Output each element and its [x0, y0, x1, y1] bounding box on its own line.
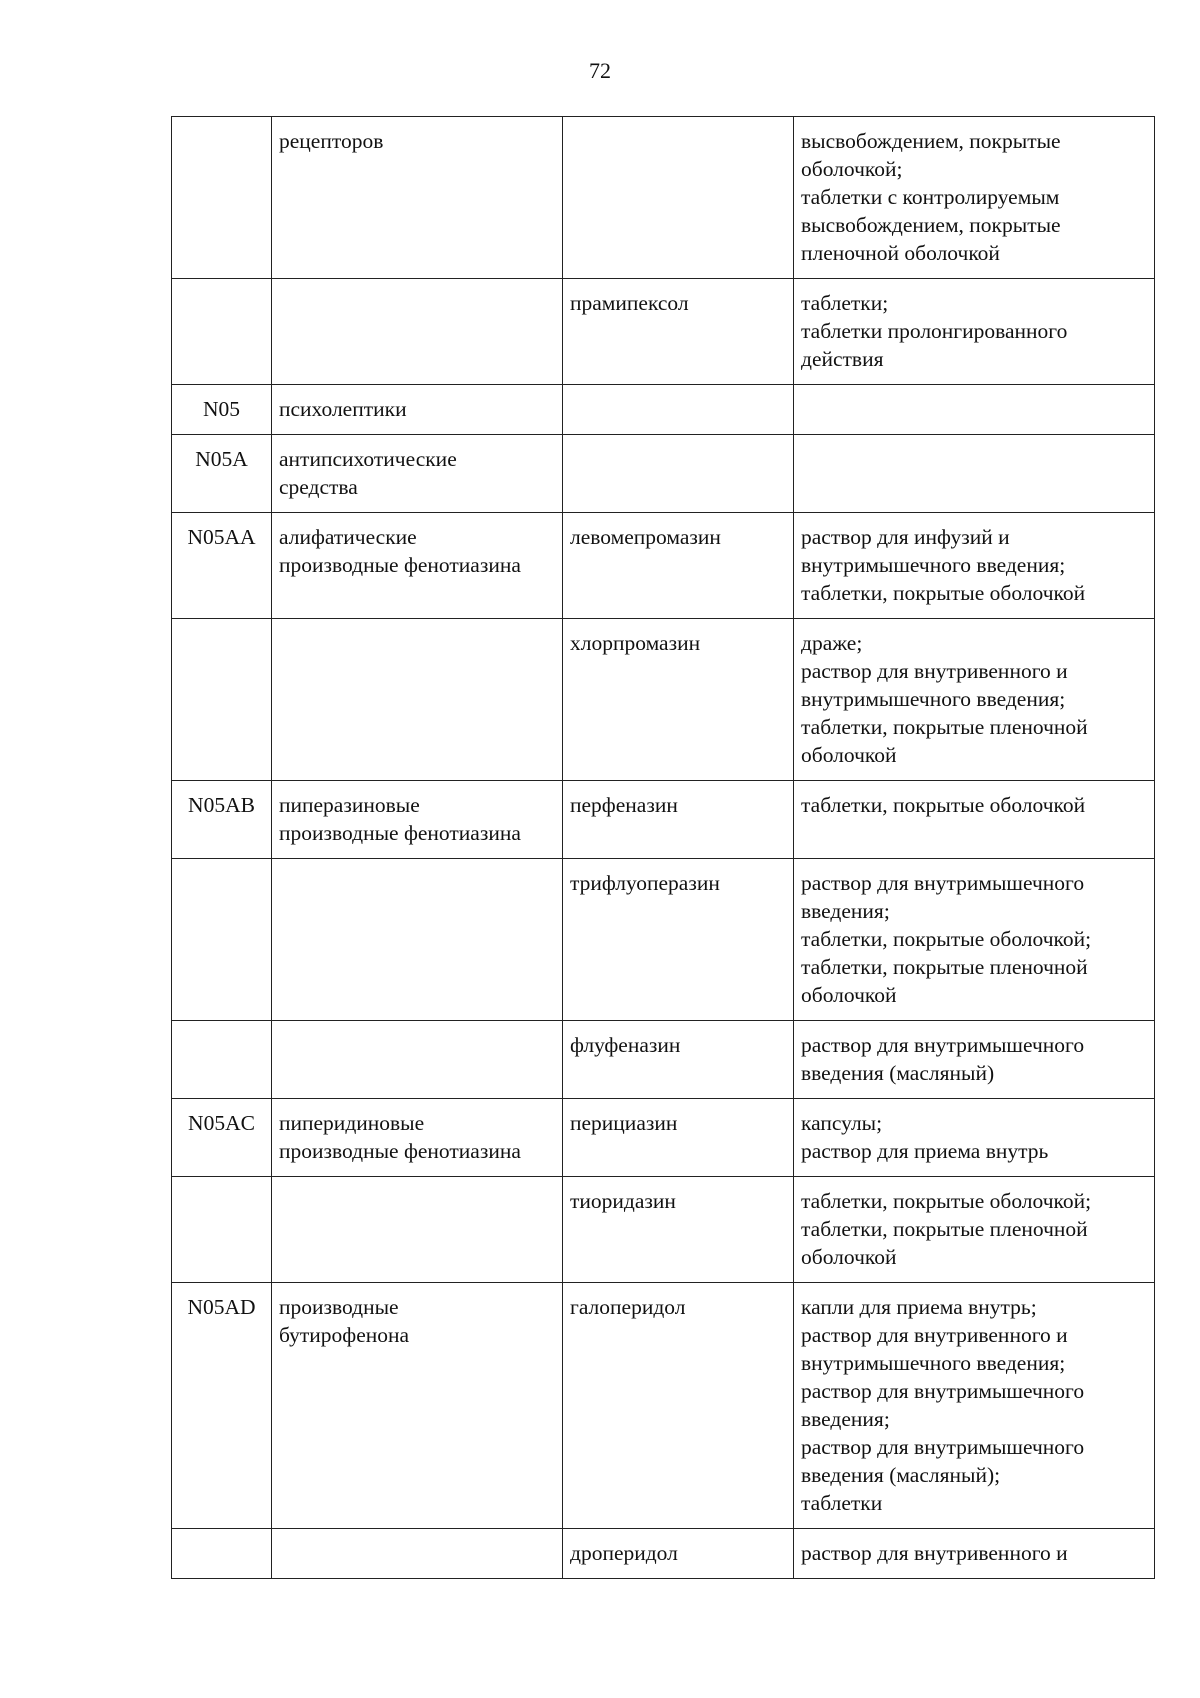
dosage-form-cell [794, 1529, 1155, 1579]
dosage-form-line: введения (масляный); [801, 1463, 1001, 1487]
atc-code-cell [172, 1177, 272, 1283]
pharmacological-group-cell [272, 279, 563, 385]
dosage-form-line: введения; [801, 1407, 890, 1431]
dosage-form-cell [794, 859, 1155, 1021]
atc-code-cell: N05AA [172, 513, 272, 619]
dosage-form-line: таблетки, покрытые оболочкой; [801, 927, 1092, 951]
pharmacological-group-cell [272, 1283, 563, 1529]
dosage-form-line: пленочной оболочкой [801, 241, 1000, 265]
group-line: производные фенотиазина [279, 553, 521, 577]
dosage-form-line: раствор для внутримышечного [801, 1435, 1085, 1459]
dosage-form-line: таблетки, покрытые пленочной [801, 955, 1088, 979]
dosage-form-line: таблетки, покрытые пленочной [801, 1217, 1088, 1241]
dosage-form-cell [794, 1177, 1155, 1283]
group-line: алифатические [279, 525, 417, 549]
atc-code-cell [172, 279, 272, 385]
dosage-form-line: введения; [801, 899, 890, 923]
dosage-form-line: драже; [801, 631, 863, 655]
atc-code-cell [172, 859, 272, 1021]
dosage-form-cell [794, 279, 1155, 385]
atc-code-cell: N05AC [172, 1099, 272, 1177]
dosage-form-cell [794, 1283, 1155, 1529]
medication-table-body [172, 117, 1155, 1579]
group-line: бутирофенона [279, 1323, 410, 1347]
atc-code-cell: N05AD [172, 1283, 272, 1529]
table-row [172, 513, 1155, 619]
dosage-form-line: внутримышечного введения; [801, 687, 1066, 711]
dosage-form-line: введения (масляный) [801, 1061, 995, 1085]
table-row [172, 117, 1155, 279]
dosage-form-line: раствор для инфузий и [801, 525, 1010, 549]
pharmacological-group-cell [272, 385, 563, 435]
dosage-form-line: оболочкой [801, 983, 897, 1007]
atc-code-cell [172, 1529, 272, 1579]
group-line: пиперидиновые [279, 1111, 425, 1135]
pharmacological-group-cell [272, 435, 563, 513]
dosage-form-line: раствор для внутривенного и [801, 659, 1068, 683]
atc-code-cell [172, 619, 272, 781]
dosage-form-line: таблетки с контролируемым [801, 185, 1060, 209]
table-row [172, 619, 1155, 781]
dosage-form-line: раствор для внутримышечного [801, 1379, 1085, 1403]
dosage-form-line: таблетки, покрытые пленочной [801, 715, 1088, 739]
dosage-form-line: раствор для приема внутрь [801, 1139, 1049, 1163]
group-line: рецепторов [279, 129, 384, 153]
dosage-form-line: оболочкой [801, 743, 897, 767]
dosage-form-line: действия [801, 347, 884, 371]
dosage-form-line: высвобождением, покрытые [801, 129, 1061, 153]
pharmacological-group-cell [272, 1177, 563, 1283]
dosage-form-line: оболочкой; [801, 157, 903, 181]
atc-code-cell: N05 [172, 385, 272, 435]
drug-name-cell: перициазин [563, 1099, 794, 1177]
dosage-form-line: внутримышечного введения; [801, 553, 1066, 577]
page-number: 72 [589, 58, 611, 83]
drug-name-cell: дроперидол [563, 1529, 794, 1579]
table-row [172, 781, 1155, 859]
dosage-form-line: таблетки; [801, 291, 889, 315]
drug-name-cell: прамипексол [563, 279, 794, 385]
dosage-form-line: таблетки, покрытые оболочкой [801, 793, 1086, 817]
medication-table [171, 116, 1155, 1579]
dosage-form-line: раствор для внутривенного и [801, 1541, 1068, 1565]
group-line: производные фенотиазина [279, 821, 521, 845]
dosage-form-cell [794, 117, 1155, 279]
drug-name-cell: левомепромазин [563, 513, 794, 619]
drug-name-cell [563, 385, 794, 435]
group-line: средства [279, 475, 358, 499]
drug-name-cell: галоперидол [563, 1283, 794, 1529]
group-line: производные [279, 1295, 399, 1319]
dosage-form-line: таблетки, покрытые оболочкой; [801, 1189, 1092, 1213]
dosage-form-line: внутримышечного введения; [801, 1351, 1066, 1375]
dosage-form-line: оболочкой [801, 1245, 897, 1269]
table-row [172, 1177, 1155, 1283]
group-line: производные фенотиазина [279, 1139, 521, 1163]
atc-code-cell: N05A [172, 435, 272, 513]
dosage-form-line: таблетки, покрытые оболочкой [801, 581, 1086, 605]
dosage-form-line: капсулы; [801, 1111, 883, 1135]
drug-name-cell [563, 435, 794, 513]
dosage-form-line: высвобождением, покрытые [801, 213, 1061, 237]
table-row [172, 1529, 1155, 1579]
pharmacological-group-cell [272, 513, 563, 619]
drug-name-cell: хлорпромазин [563, 619, 794, 781]
table-row [172, 385, 1155, 435]
pharmacological-group-cell [272, 1099, 563, 1177]
dosage-form-cell [794, 1021, 1155, 1099]
pharmacological-group-cell [272, 781, 563, 859]
table-row [172, 1021, 1155, 1099]
drug-name-cell: флуфеназин [563, 1021, 794, 1099]
dosage-form-line: раствор для внутривенного и [801, 1323, 1068, 1347]
dosage-form-cell [794, 781, 1155, 859]
dosage-form-cell [794, 385, 1155, 435]
table-row [172, 1099, 1155, 1177]
dosage-form-line: раствор для внутримышечного [801, 871, 1085, 895]
drug-name-cell: перфеназин [563, 781, 794, 859]
pharmacological-group-cell [272, 1529, 563, 1579]
group-line: антипсихотические [279, 447, 457, 471]
dosage-form-cell [794, 513, 1155, 619]
group-line: пиперазиновые [279, 793, 420, 817]
pharmacological-group-cell [272, 619, 563, 781]
pharmacological-group-cell [272, 117, 563, 279]
table-row [172, 859, 1155, 1021]
table-row [172, 279, 1155, 385]
dosage-form-line: раствор для внутримышечного [801, 1033, 1085, 1057]
drug-name-cell: тиоридазин [563, 1177, 794, 1283]
dosage-form-line: таблетки [801, 1491, 883, 1515]
atc-code-cell [172, 117, 272, 279]
dosage-form-cell [794, 619, 1155, 781]
pharmacological-group-cell [272, 859, 563, 1021]
group-line: психолептики [279, 397, 407, 421]
drug-name-cell [563, 117, 794, 279]
table-row [172, 435, 1155, 513]
dosage-form-line: таблетки пролонгированного [801, 319, 1068, 343]
pharmacological-group-cell [272, 1021, 563, 1099]
drug-name-cell: трифлуоперазин [563, 859, 794, 1021]
atc-code-cell: N05AB [172, 781, 272, 859]
dosage-form-cell [794, 1099, 1155, 1177]
dosage-form-cell [794, 435, 1155, 513]
atc-code-cell [172, 1021, 272, 1099]
table-row [172, 1283, 1155, 1529]
dosage-form-line: капли для приема внутрь; [801, 1295, 1037, 1319]
